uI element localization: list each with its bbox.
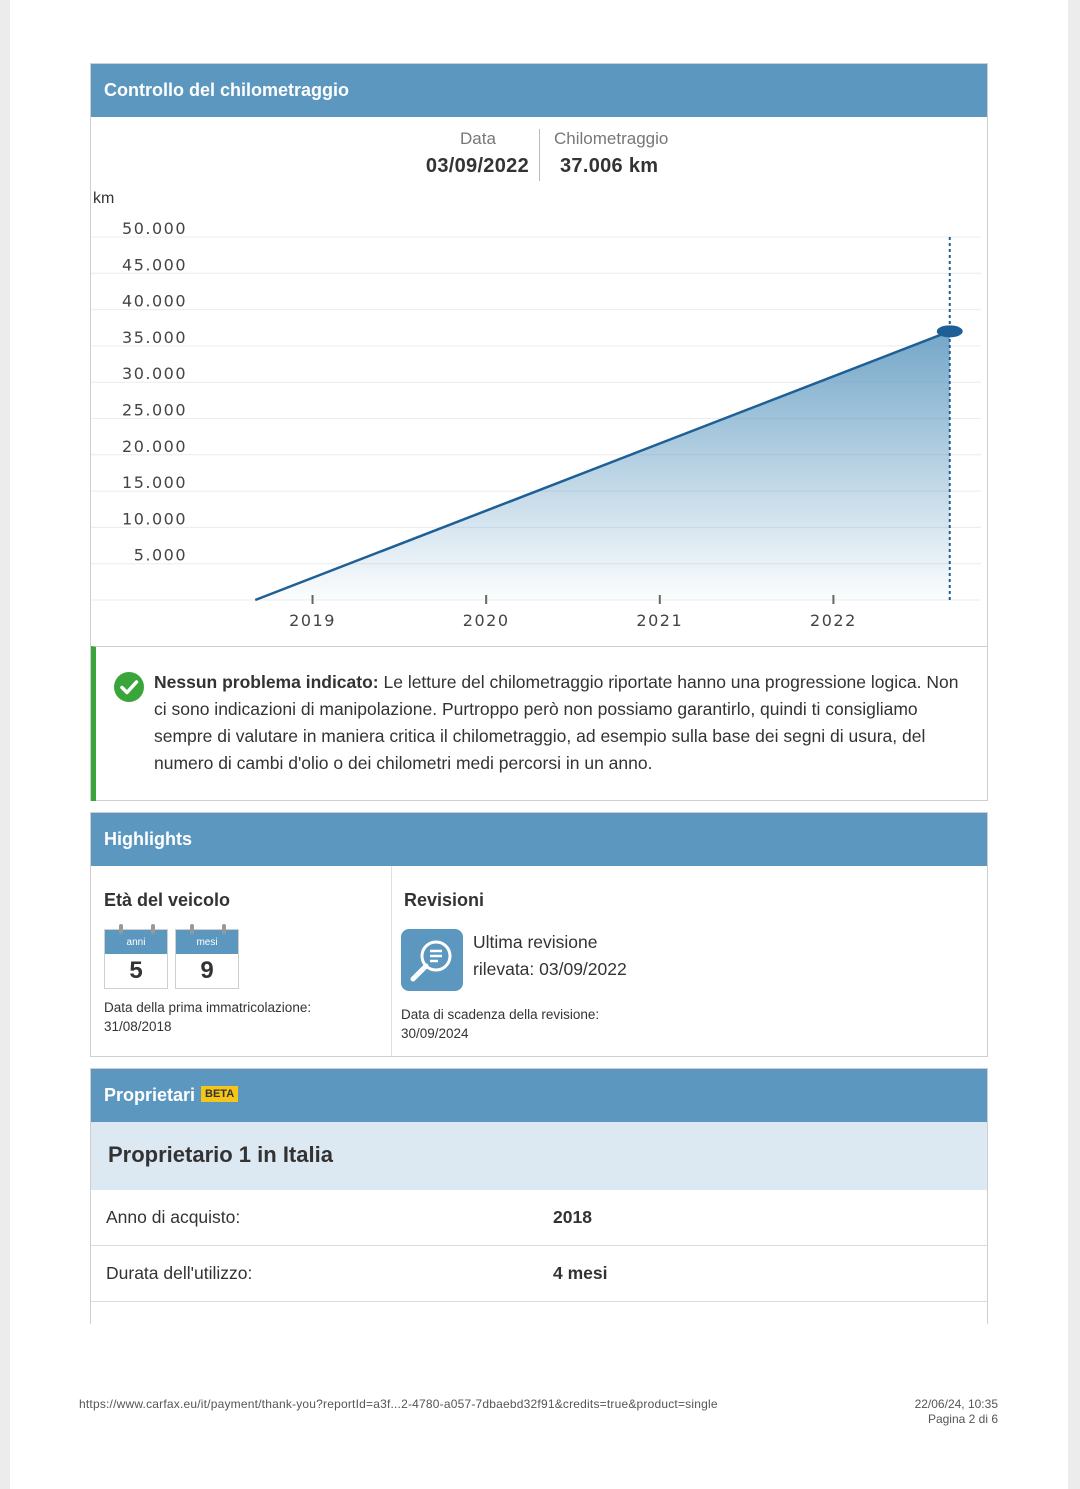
readout-km-label: Chilometraggio xyxy=(554,129,669,148)
last-inspection xyxy=(473,929,627,983)
mileage-chart xyxy=(91,181,987,646)
notice-text xyxy=(154,669,964,777)
owner-row xyxy=(91,1246,987,1302)
y-tick-label: 20.000 xyxy=(122,436,187,456)
notice-body: Le letture del chilometraggio riportate hanno una progressione logica. Non ci sono indicazioni di manipolazione. Purtroppo però non possiamo garantirlo, quindi ti consigliamo sempre di valutare in maniera critica il chilometraggio, ad esempio sulla base dei segni di usura, del numero di cambi d'olio o dei chilometri medi percorsi in un anno. xyxy=(154,672,959,773)
x-tick-label: 2022 xyxy=(810,611,857,630)
months-calendar xyxy=(175,929,239,989)
x-tick-label: 2021 xyxy=(636,611,684,630)
first-registration-value: 31/08/2018 xyxy=(104,1019,172,1034)
y-tick-label: 15.000 xyxy=(122,473,187,493)
months-label: mesi xyxy=(176,930,238,954)
owner-row xyxy=(91,1190,987,1246)
y-tick-label: 40.000 xyxy=(122,291,187,311)
beta-badge: BETA xyxy=(201,1086,238,1102)
owner-row-value: 4 mesi xyxy=(553,1263,608,1283)
calendar-ring-icon xyxy=(119,924,123,934)
first-registration-label: Data della prima immatricolazione: xyxy=(104,1000,312,1015)
calendar-ring-icon xyxy=(190,924,194,934)
x-tick-label: 2019 xyxy=(289,611,336,630)
inspections-title: Revisioni xyxy=(404,890,485,910)
inspection-due-label: Data di scadenza della revisione: xyxy=(401,1007,600,1022)
owner-title: Proprietario 1 in Italia xyxy=(108,1142,333,1167)
x-tick-label: 2020 xyxy=(462,611,510,630)
inspection-magnifier-icon xyxy=(401,929,463,991)
mileage-readout xyxy=(91,129,987,189)
y-tick-label: 45.000 xyxy=(122,255,187,275)
calendar-ring-icon xyxy=(222,924,226,934)
footer-page: Pagina 2 di 6 xyxy=(927,1412,998,1426)
owners-panel xyxy=(90,1068,988,1324)
owners-title: Proprietari xyxy=(104,1085,196,1105)
y-axis-label: km xyxy=(93,190,115,207)
y-tick-label: 10.000 xyxy=(122,509,187,529)
mileage-marker xyxy=(937,325,963,337)
notice-title: Nessun problema indicato: xyxy=(154,672,379,692)
owner-title-bar xyxy=(91,1122,987,1190)
calendar-ring-icon xyxy=(151,924,155,934)
owner-row-key: Durata dell'utilizzo: xyxy=(106,1263,253,1283)
readout-km-value: 37.006 km xyxy=(560,155,659,177)
months-value: 9 xyxy=(200,957,214,984)
last-inspection-line1: Ultima revisione xyxy=(473,932,598,952)
highlights-header: Highlights xyxy=(91,813,987,866)
mileage-notice xyxy=(91,646,987,801)
inspections-section xyxy=(391,866,987,1056)
readout-date-value: 03/09/2022 xyxy=(425,155,529,177)
vehicle-age-title: Età del veicolo xyxy=(104,890,231,910)
inspection-due-value: 30/09/2024 xyxy=(401,1026,469,1041)
mileage-panel xyxy=(90,63,988,801)
y-tick-label: 35.000 xyxy=(122,327,187,347)
footer-meta xyxy=(915,1397,998,1427)
owners-header xyxy=(91,1069,987,1122)
readout-divider xyxy=(539,129,540,181)
y-tick-label: 30.000 xyxy=(122,364,187,384)
readout-km xyxy=(554,129,668,178)
mileage-panel-header: Controllo del chilometraggio xyxy=(91,64,987,117)
readout-date xyxy=(417,129,529,178)
owner-row-value: 2018 xyxy=(553,1207,592,1227)
footer-url: https://www.carfax.eu/it/payment/thank-you?reportId=a3f...2-4780-a057-7dbaebd32f91&credits=true&product=single xyxy=(79,1397,718,1411)
first-registration xyxy=(104,998,311,1036)
years-value: 5 xyxy=(129,957,143,984)
readout-date-label: Data xyxy=(460,129,496,148)
owner-row-key: Anno di acquisto: xyxy=(106,1207,241,1227)
check-circle-icon xyxy=(114,672,144,702)
y-tick-label: 5.000 xyxy=(133,545,187,565)
inspection-due xyxy=(401,1005,599,1043)
years-label: anni xyxy=(105,930,167,954)
last-inspection-line2: rilevata: 03/09/2022 xyxy=(473,959,627,979)
highlights-panel xyxy=(90,812,988,1057)
footer-datetime: 22/06/24, 10:35 xyxy=(914,1397,998,1411)
years-calendar xyxy=(104,929,168,989)
y-tick-label: 50.000 xyxy=(122,219,187,238)
y-tick-label: 25.000 xyxy=(122,400,187,420)
vehicle-age-section xyxy=(91,866,392,1056)
